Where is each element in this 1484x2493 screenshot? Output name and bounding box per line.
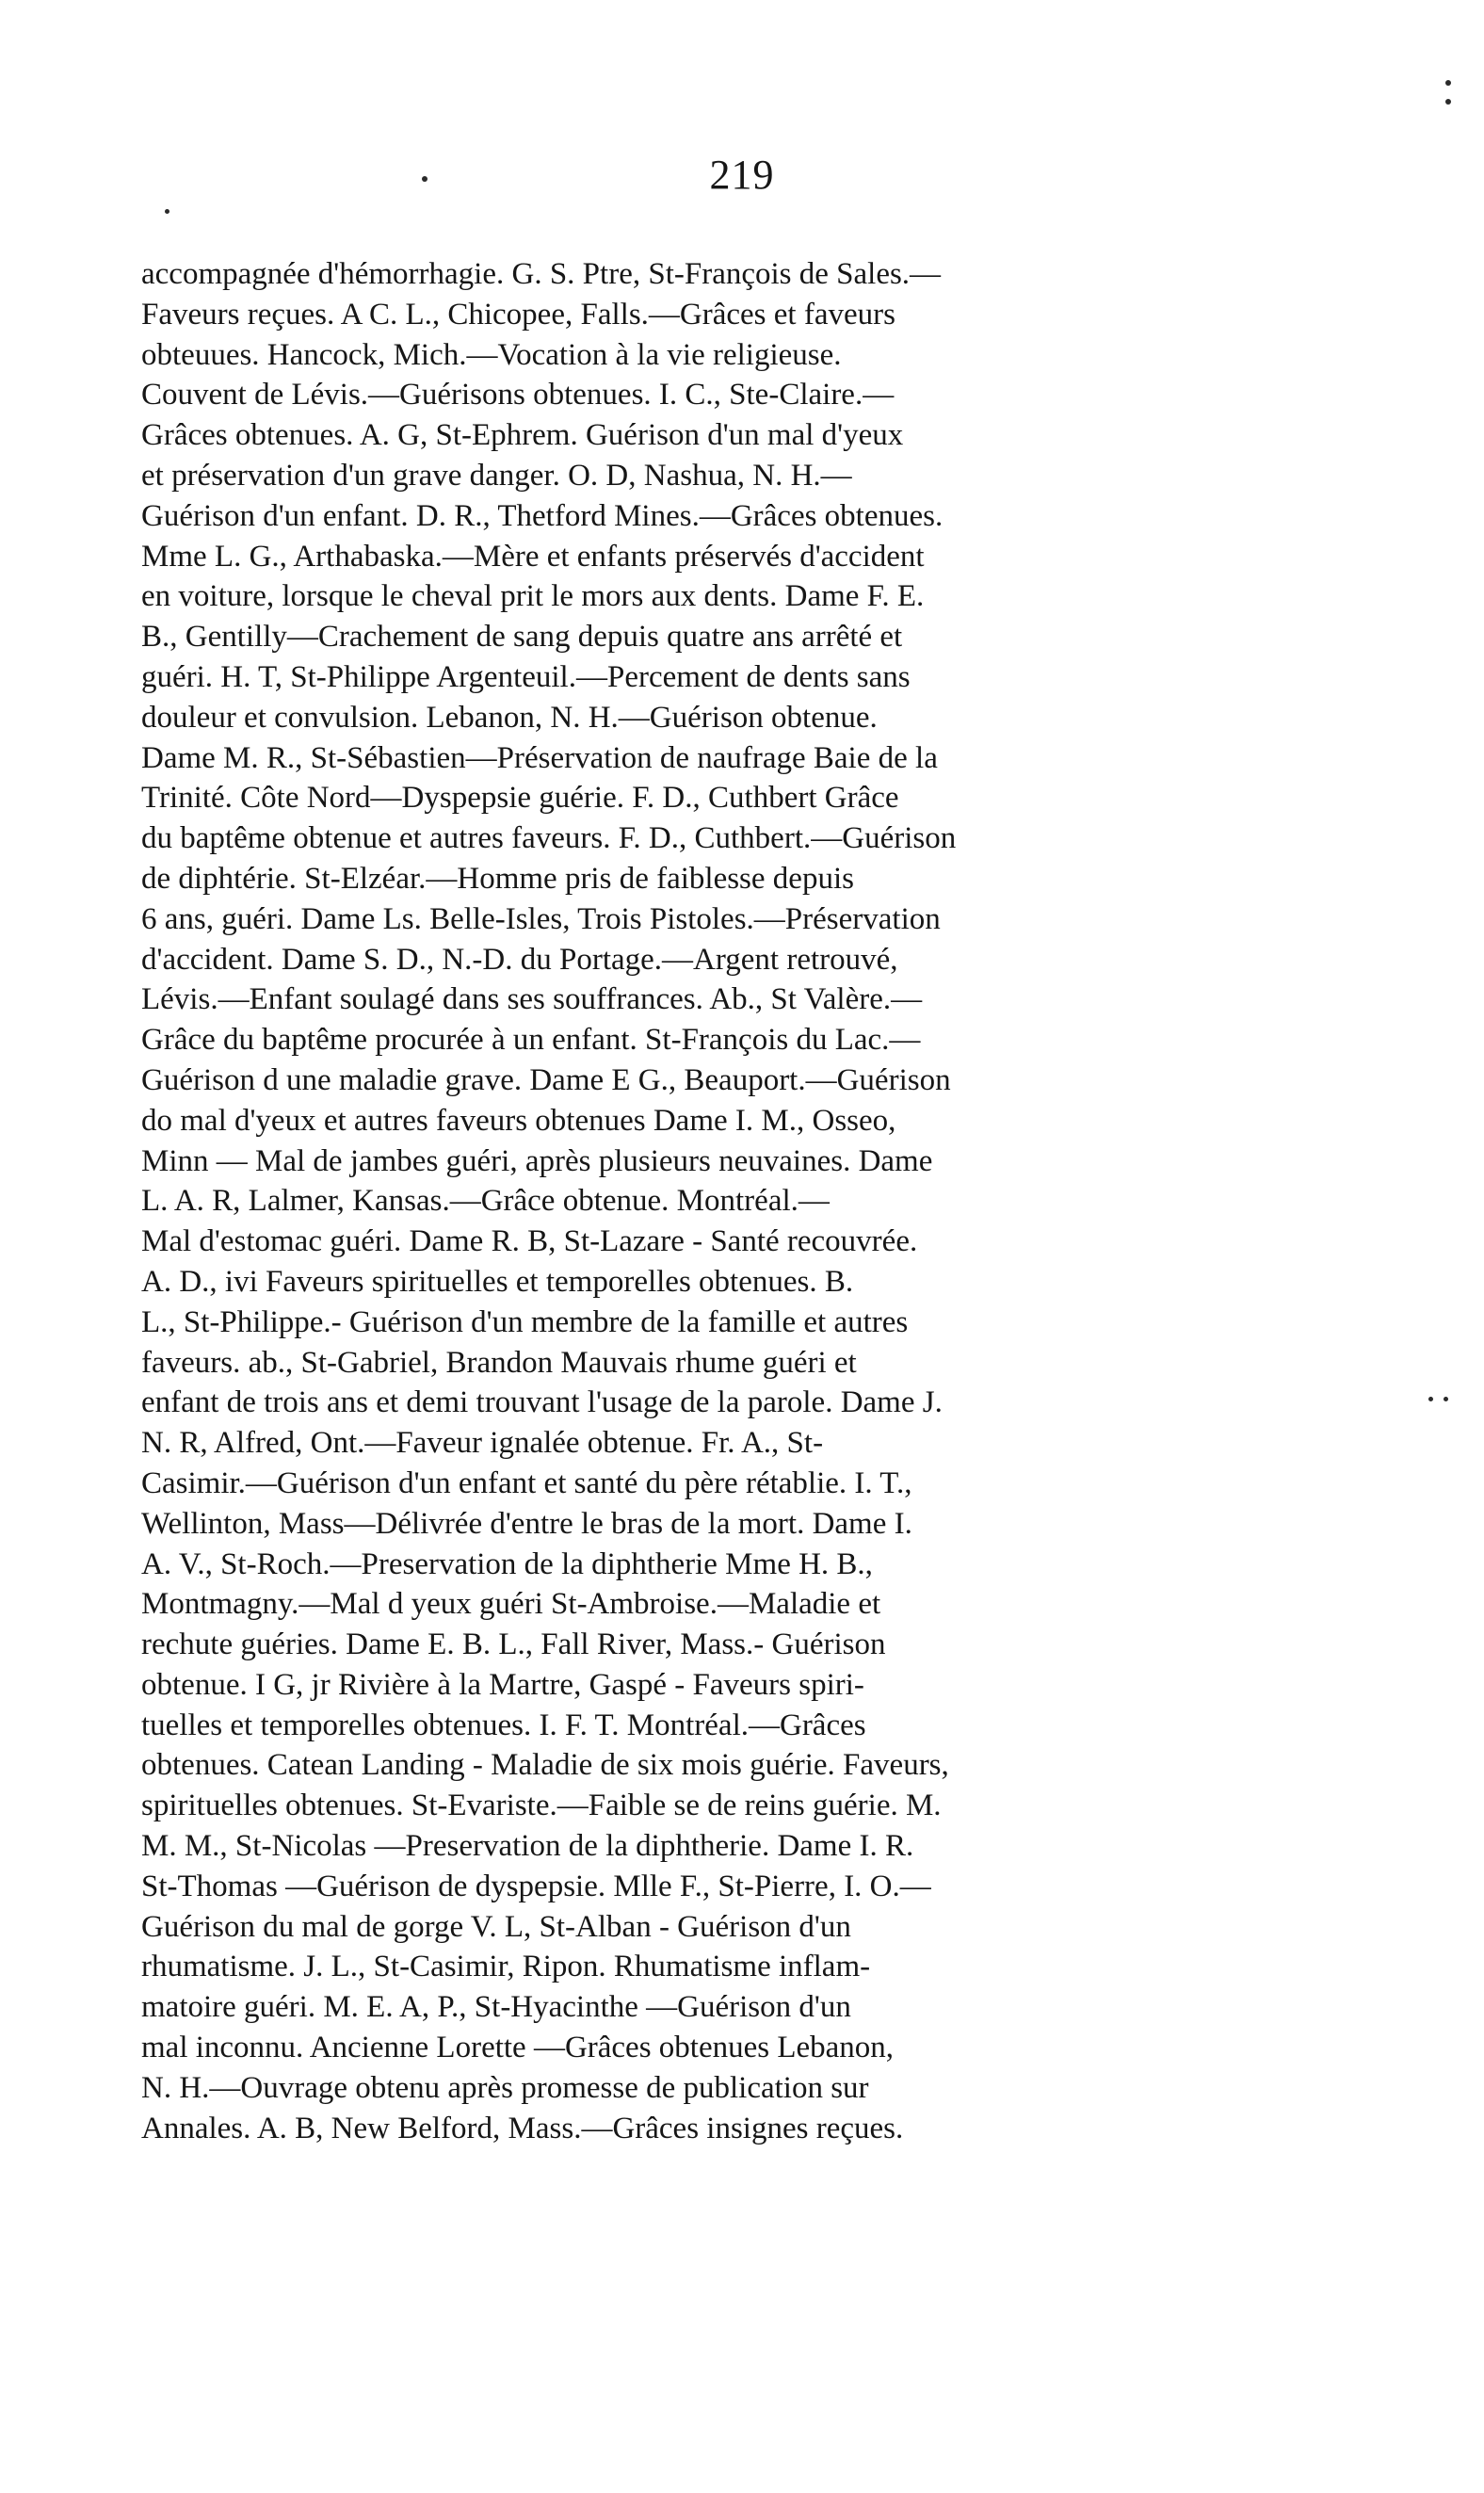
text-line: et préservation d'un grave danger. O. D, Nashua, N. H.— <box>141 458 852 493</box>
ink-speck <box>1444 1397 1448 1401</box>
text-line: accompagnée d'hémorrhagie. G. S. Ptre, St-François de Sales.— <box>141 257 942 291</box>
text-line: obtenue. I G, jr Rivière à la Martre, Gaspé - Faveurs spiri- <box>141 1667 864 1702</box>
text-line: L., St-Philippe.- Guérison d'un membre de la famille et autres <box>141 1304 909 1339</box>
ink-speck <box>1445 80 1451 86</box>
text-line: A. D., ivi Faveurs spirituelles et temporelles obtenues. B. <box>141 1264 854 1299</box>
text-line: Mme L. G., Arthabaska.—Mère et enfants préservés d'accident <box>141 539 925 574</box>
text-line: Minn — Mal de jambes guéri, après plusieurs neuvaines. Dame <box>141 1143 933 1178</box>
text-line: mal inconnu. Ancienne Lorette —Grâces obtenues Lebanon, <box>141 2031 895 2065</box>
text-line: Casimir.—Guérison d'un enfant et santé du père rétablie. I. T., <box>141 1465 912 1500</box>
text-line: M. M., St-Nicolas —Preservation de la diphtherie. Dame I. R. <box>141 1829 914 1864</box>
text-line: Annales. A. B, New Belford, Mass.—Grâces insignes reçues. <box>141 2111 904 2145</box>
text-line: Faveurs reçues. A C. L., Chicopee, Falls.—Grâces et faveurs <box>141 297 895 332</box>
text-line: enfant de trois ans et demi trouvant l'usage de la parole. Dame J. <box>141 1385 943 1420</box>
text-line: Mal d'estomac guéri. Dame R. B, St-Lazare - Santé recouvrée. <box>141 1224 918 1259</box>
text-line: Grâces obtenues. A. G, St-Ephrem. Guérison d'un mal d'yeux <box>141 418 904 453</box>
text-line: Grâce du baptême procurée à un enfant. St-François du Lac.— <box>141 1023 921 1058</box>
text-line: A. V., St-Roch.—Preservation de la diphtherie Mme H. B., <box>141 1546 873 1581</box>
ink-speck <box>1428 1397 1433 1401</box>
text-line: 6 ans, guéri. Dame Ls. Belle-Isles, Trois Pistoles.—Préservation <box>141 901 941 936</box>
text-line: Lévis.—Enfant soulagé dans ses souffrances. Ab., St Valère.— <box>141 982 923 1017</box>
text-line: matoire guéri. M. E. A, P., St-Hyacinthe —Guérison d'un <box>141 1990 851 2025</box>
text-line: L. A. R, Lalmer, Kansas.—Grâce obtenue. Montréal.— <box>141 1184 830 1219</box>
text-line: obtenues. Catean Landing - Maladie de six mois guérie. Faveurs, <box>141 1748 949 1783</box>
text-line: Trinité. Côte Nord—Dyspepsie guérie. F. D., Cuthbert Grâce <box>141 781 899 816</box>
text-line: guéri. H. T, St-Philippe Argenteuil.—Percement de dents sans <box>141 659 911 694</box>
page-number: 219 <box>709 152 775 198</box>
text-line: en voiture, lorsque le cheval prit le mors aux dents. Dame F. E. <box>141 579 925 614</box>
text-line: Wellinton, Mass—Délivrée d'entre le bras de la mort. Dame I. <box>141 1506 912 1541</box>
text-line: spirituelles obtenues. St-Evariste.—Faible se de reins guérie. M. <box>141 1789 942 1823</box>
text-line: Guérison d'un enfant. D. R., Thetford Mines.—Grâces obtenues. <box>141 498 944 533</box>
text-line: N. H.—Ouvrage obtenu après promesse de publication sur <box>141 2070 869 2105</box>
text-line: faveurs. ab., St-Gabriel, Brandon Mauvais rhume guéri et <box>141 1345 857 1380</box>
text-line: douleur et convulsion. Lebanon, N. H.—Guérison obtenue. <box>141 700 878 735</box>
text-line: St-Thomas —Guérison de dyspepsie. Mlle F., St-Pierre, I. O.— <box>141 1869 931 1903</box>
text-line: rechute guéries. Dame E. B. L., Fall River, Mass.- Guérison <box>141 1627 886 1662</box>
text-line: obteuues. Hancock, Mich.—Vocation à la vie religieuse. <box>141 337 842 372</box>
text-line: Montmagny.—Mal d yeux guéri St-Ambroise.—Maladie et <box>141 1587 881 1622</box>
text-line: du baptême obtenue et autres faveurs. F. D., Cuthbert.—Guérison <box>141 821 957 856</box>
text-line: Guérison d une maladie grave. Dame E G., Beauport.—Guérison <box>141 1062 951 1097</box>
text-line: Guérison du mal de gorge V. L, St-Alban - Guérison d'un <box>141 1909 851 1944</box>
text-line: Dame M. R., St-Sébastien—Préservation de naufrage Baie de la <box>141 740 938 775</box>
text-line: N. R, Alfred, Ont.—Faveur ignalée obtenue. Fr. A., St- <box>141 1426 824 1461</box>
text-line: de diphtérie. St-Elzéar.—Homme pris de faiblesse depuis <box>141 861 854 896</box>
text-line: do mal d'yeux et autres faveurs obtenues Dame I. M., Osseo, <box>141 1103 896 1138</box>
ink-speck <box>165 209 169 214</box>
body-text <box>141 254 1337 2148</box>
text-line: tuelles et temporelles obtenues. I. F. T. Montréal.—Grâces <box>141 1708 866 1742</box>
text-line: d'accident. Dame S. D., N.-D. du Portage.—Argent retrouvé, <box>141 942 898 977</box>
text-line: rhumatisme. J. L., St-Casimir, Ripon. Rhumatisme inflam- <box>141 1950 871 1984</box>
text-line: Couvent de Lévis.—Guérisons obtenues. I. C., Ste-Claire.— <box>141 378 895 413</box>
ink-speck <box>1445 99 1451 105</box>
text-line: B., Gentilly—Crachement de sang depuis quatre ans arrêté et <box>141 620 903 655</box>
